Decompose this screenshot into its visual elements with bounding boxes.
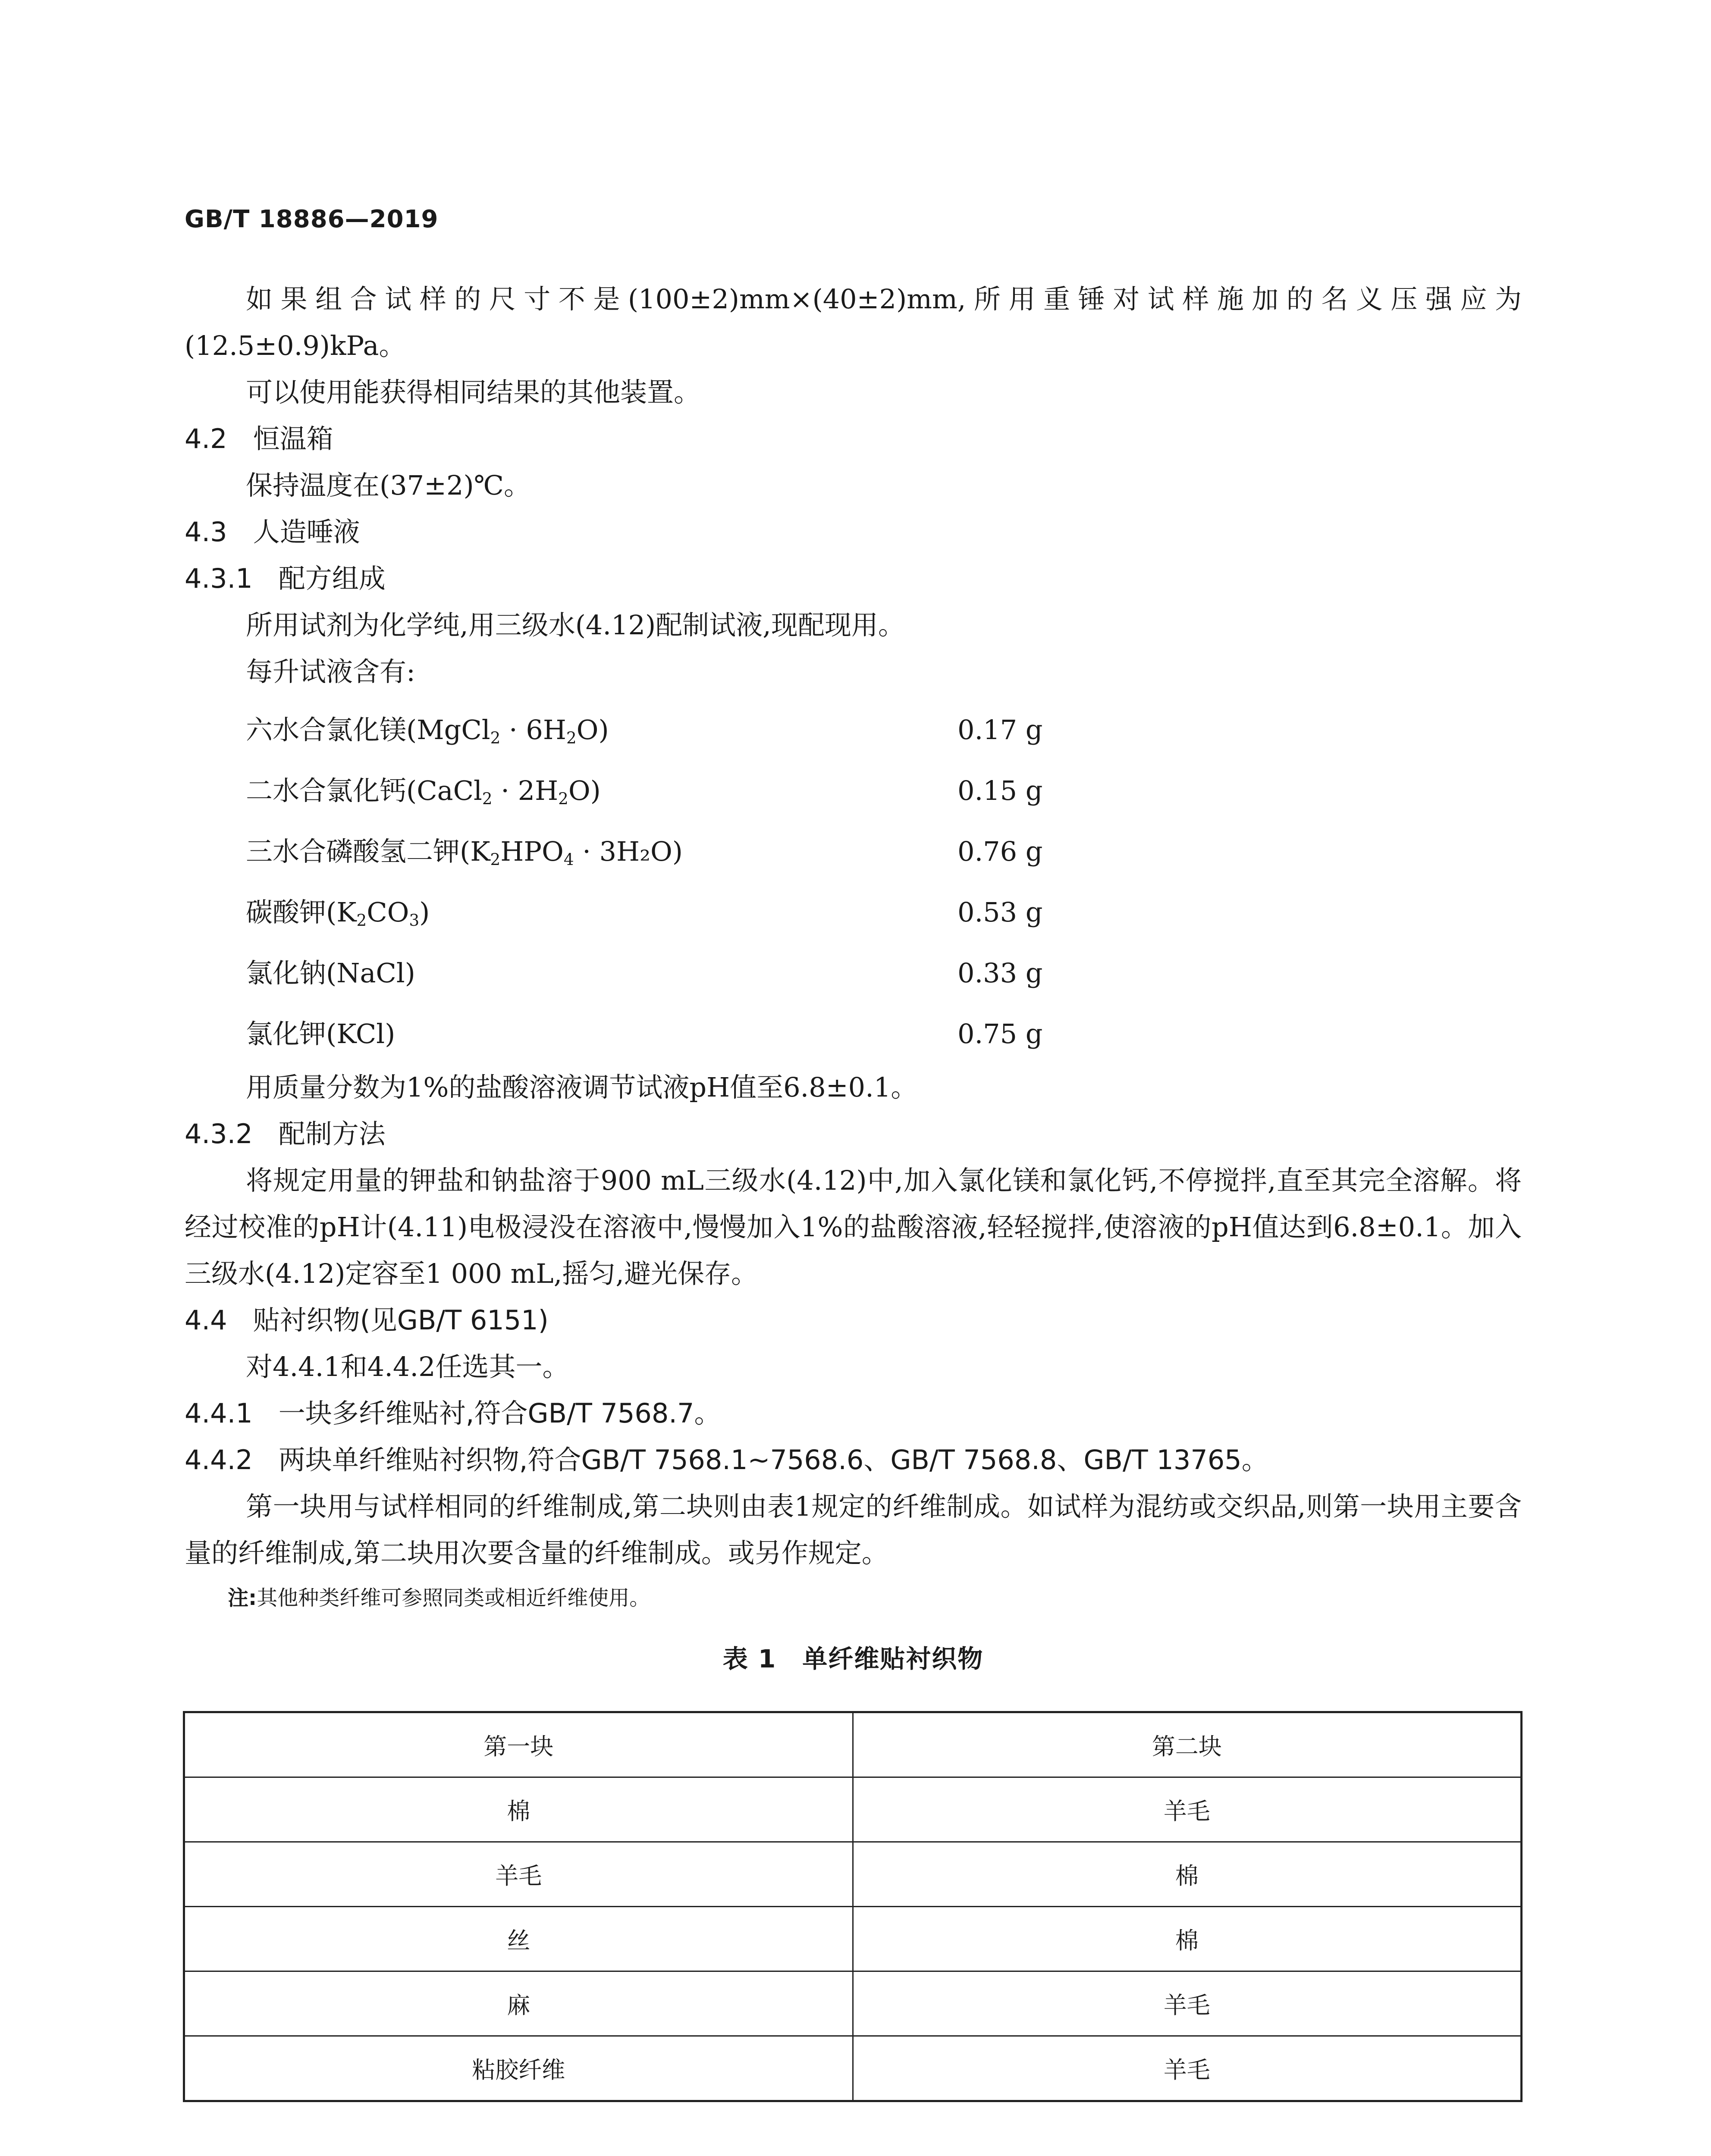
component-name: 氯化钾(KCl) xyxy=(246,1018,396,1050)
note xyxy=(185,1576,1522,1620)
paragraph-choose-one: 对4.4.1和4.4.2任选其一。 xyxy=(246,1351,569,1382)
table-cell: 粘胶纤维 xyxy=(184,2036,853,2101)
paragraph-per-litre: 每升试液含有: xyxy=(246,656,415,687)
component-amount: 0.75 g xyxy=(958,1018,1043,1050)
section-4-4-1 xyxy=(185,1390,1522,1437)
section-number: 4.4.1 xyxy=(185,1398,253,1429)
component-amount: 0.15 g xyxy=(958,775,1043,806)
table-cell: 羊毛 xyxy=(184,1842,853,1907)
table-cell: 丝 xyxy=(184,1907,853,1971)
component-amount: 0.76 g xyxy=(958,836,1043,867)
table-row xyxy=(184,1842,1522,1907)
paragraph-pressure: 如果组合试样的尺寸不是(100±2)mm×(40±2)mm,所用重锤对试样施加的名义压强应为(12.5±0.9)kPa。 xyxy=(185,283,1522,361)
component-name: 六水合氯化镁(MgCl$_2$ · $6H_2O$) xyxy=(246,714,609,747)
paragraph-temperature: 保持温度在(37±2)℃。 xyxy=(246,470,531,501)
section-number: 4.4 xyxy=(185,1304,227,1336)
section-title: 贴衬织物(见GB/T 6151) xyxy=(253,1304,549,1336)
section-title: 配方组成 xyxy=(278,563,386,594)
paragraph-other-devices: 可以使用能获得相同结果的其他装置。 xyxy=(246,376,701,408)
component-name: 氯化钠(NaCl) xyxy=(246,957,415,989)
paragraph-fabric-rule: 第一块用与试样相同的纤维制成,第二块则由表1规定的纤维制成。如试样为混纺或交织品,则第一块用主要含量的纤维制成,第二块用次要含量的纤维制成。或另作规定。 xyxy=(185,1491,1522,1569)
table-title: 单纤维贴衬织物 xyxy=(802,1644,984,1673)
column-header: 第二块 xyxy=(853,1712,1522,1777)
table-row xyxy=(184,1971,1522,2036)
section-4-3 xyxy=(185,509,1522,555)
section-title: 人造唾液 xyxy=(253,516,360,548)
table-row xyxy=(184,1907,1522,1971)
standard-id: GB/T 18886—2019 xyxy=(185,205,439,233)
component-name: 二水合氯化钙(CaCl$_2$ · $2H_2O$) xyxy=(246,775,601,808)
component-row xyxy=(185,943,1522,1003)
table-row xyxy=(184,1777,1522,1842)
section-4-3-2 xyxy=(185,1111,1522,1157)
table-cell: 棉 xyxy=(853,1907,1522,1971)
section-number: 4.2 xyxy=(185,423,227,454)
table-cell: 麻 xyxy=(184,1971,853,2036)
section-4-2 xyxy=(185,416,1522,462)
components-list xyxy=(185,699,1522,1064)
component-row xyxy=(185,821,1522,882)
table-cell: 羊毛 xyxy=(853,1971,1522,2036)
section-4-4 xyxy=(185,1297,1522,1344)
section-number: 4.4.2 xyxy=(185,1444,253,1476)
paragraph-preparation: 将规定用量的钾盐和钠盐溶于900 mL三级水(4.12)中,加入氯化镁和氯化钙,不停搅拌,直至其完全溶解。将经过校准的pH计(4.11)电极浸没在溶液中,慢慢加入1%的盐酸溶液,轻轻搅拌,使溶液的pH值达到6.8±0.1。加入三级水(4.12)定容至1 000 mL,摇匀,避光保存。 xyxy=(185,1165,1522,1289)
column-header: 第一块 xyxy=(184,1712,853,1777)
body-content xyxy=(185,276,1522,1620)
table-number: 表 1 xyxy=(722,1644,777,1673)
paragraph-ph-adjust: 用质量分数为1%的盐酸溶液调节试液pH值至6.8±0.1。 xyxy=(246,1072,918,1103)
section-4-3-1 xyxy=(185,555,1522,602)
section-number: 4.3 xyxy=(185,516,227,548)
note-label: 注: xyxy=(228,1586,257,1610)
note-text: 其他种类纤维可参照同类或相近纤维使用。 xyxy=(257,1586,650,1610)
table-cell: 羊毛 xyxy=(853,1777,1522,1842)
section-4-4-2 xyxy=(185,1437,1522,1483)
component-row xyxy=(185,699,1522,760)
table-row xyxy=(184,2036,1522,2101)
section-title: 两块单纤维贴衬织物,符合GB/T 7568.1~7568.6、GB/T 7568.8、GB/T 13765。 xyxy=(278,1444,1268,1476)
section-number: 4.3.2 xyxy=(185,1118,253,1150)
component-name: 三水合磷酸氢二钾$(K_2HPO_4 \cdot 3H_2O)$ xyxy=(246,836,683,869)
table-cell: 棉 xyxy=(853,1842,1522,1907)
component-row xyxy=(185,1003,1522,1064)
section-title: 一块多纤维贴衬,符合GB/T 7568.7。 xyxy=(278,1398,721,1429)
fabric-table xyxy=(183,1711,1523,2102)
component-amount: 0.33 g xyxy=(958,957,1043,989)
component-row xyxy=(185,882,1522,943)
component-name: 碳酸钾$(K_2CO_3)$ xyxy=(246,896,430,930)
section-number: 4.3.1 xyxy=(185,563,253,594)
component-amount: 0.53 g xyxy=(958,896,1043,928)
component-amount: 0.17 g xyxy=(958,714,1043,746)
table-caption xyxy=(185,1639,1522,1675)
table-header-row xyxy=(184,1712,1522,1777)
table-cell: 棉 xyxy=(184,1777,853,1842)
section-title: 配制方法 xyxy=(278,1118,386,1150)
paragraph-reagents: 所用试剂为化学纯,用三级水(4.12)配制试液,现配现用。 xyxy=(246,609,905,641)
table-cell: 羊毛 xyxy=(853,2036,1522,2101)
section-title: 恒温箱 xyxy=(253,423,333,454)
component-row xyxy=(185,760,1522,821)
